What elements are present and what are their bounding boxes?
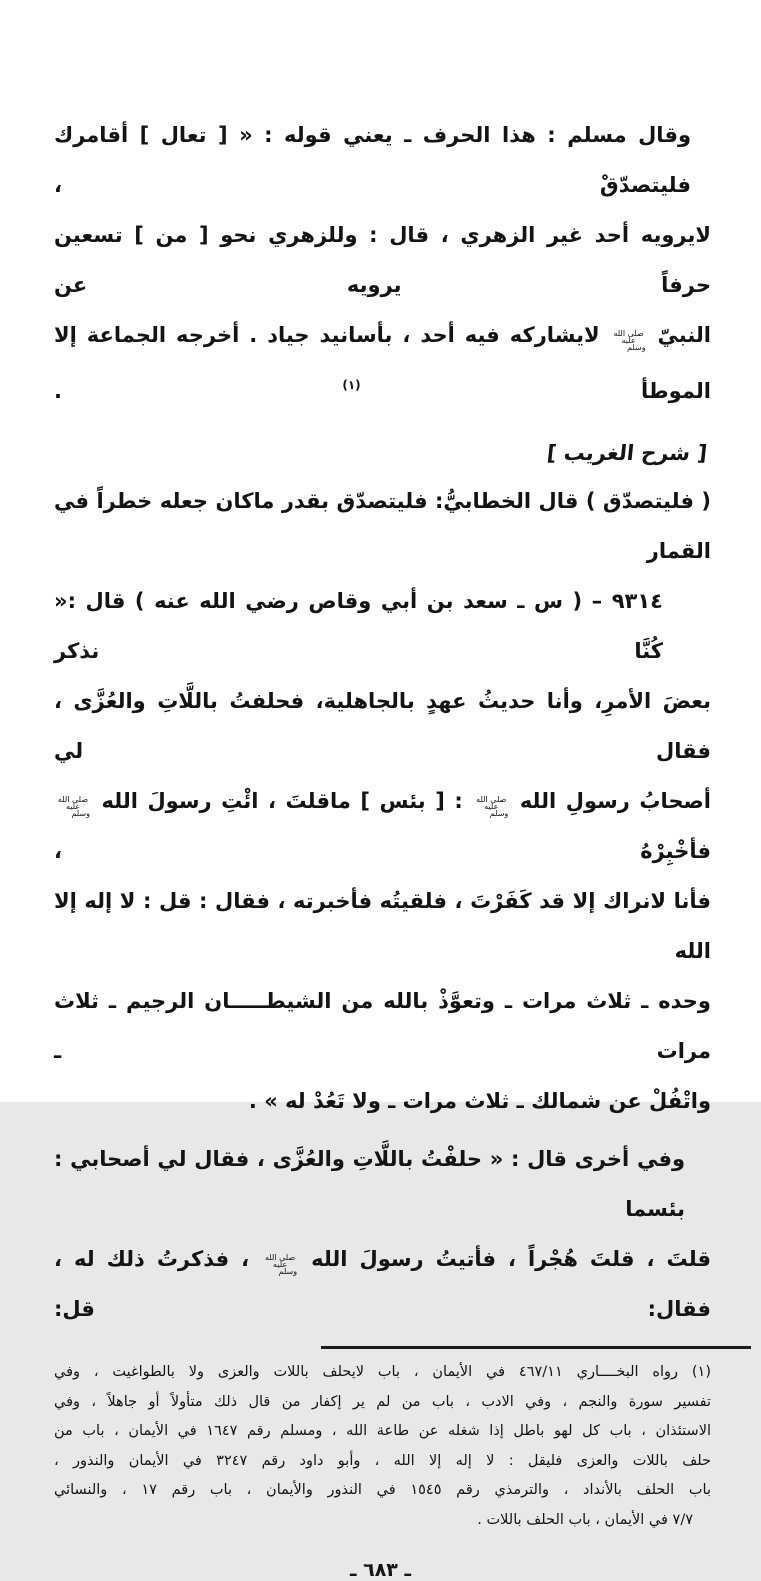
body-text: وقال مسلم : هذا الحرف ـ يعني قوله : « [ تعال ] أقامرك فليتصدّقْ ، (54, 123, 691, 197)
body-text: . (54, 379, 62, 403)
hadith-line (54, 876, 711, 976)
hadith-text: بعضَ الأمرِ، وأنا حديثُ عهدٍ بالجاهلية، فحلفتُ باللَّاتِ والعُزَّى ، فقال لي (54, 689, 711, 763)
footnote-text: الاستئذان ، باب كل لهو باطل إذا شغله عن طاعة الله ، ومسلم رقم ١٦٤٧ في الأيمان ، باب من (54, 1423, 711, 1439)
hadith-text: وحده ـ ثلاث مرات ـ وتعوَّذْ بالله من الشيطـــــان الرجيم ـ ثلاث مرات ـ (54, 989, 711, 1063)
saws-calligraphy-symbol: صلى الله عليه وسلم (57, 795, 90, 818)
paragraph-gap (54, 1126, 711, 1134)
hadith-line (54, 776, 711, 876)
footnote-line (54, 1417, 711, 1447)
footnote-last-line (54, 1506, 711, 1536)
hadith-text: أصحابُ رسولِ الله (519, 789, 711, 813)
footnote-line (54, 1358, 711, 1388)
hadith-text: واتْفُلْ عن شمالك ـ ثلاث مرات ـ ولا تَعُدْ له » . (248, 1089, 711, 1113)
body-line (54, 110, 711, 210)
hadith-line (54, 976, 711, 1076)
body-text: لايرويه أحد غير الزهري ، قال : وللزهري نحو [ من ] تسعين حرفاً يرويه عن (54, 223, 711, 297)
footnote-text: (١) رواه البخــــاري ٤٦٧/١١ في الأيمان ، باب لايحلف باللات والعزى ولا بالطواغيت ، وفي (54, 1364, 712, 1380)
commentary-text: ( فليتصدّق ) قال الخطابيُّ: فليتصدّق بقدر ماكان جعله خطراً في القمار (54, 489, 711, 563)
footnote-line (54, 1476, 711, 1506)
hadith-number: ٩٣١٤ (611, 589, 664, 613)
body-line (54, 1234, 711, 1334)
footnote-text: باب الحلف بالأنداد ، والترمذي رقم ١٥٤٥ في النذور والأيمان ، باب رقم ١٧ ، والنسائي (54, 1482, 712, 1498)
hadith-text: فأخْبِرْهُ ، (54, 839, 711, 863)
saws-calligraphy-symbol: صلى الله عليه وسلم (476, 795, 509, 818)
footnote-marker: (١) (342, 378, 361, 392)
gharib-label-text: [ شرح الغريب ] (545, 441, 709, 465)
hadith-text: فأنا لانراك إلا قد كَفَرْتَ ، فلقيتُه فأخبرته ، فقال : قل : لا إله إلا الله (54, 889, 711, 963)
gharib-section-label (54, 430, 711, 476)
footnote-text: تفسير سورة والنجم ، وفي الادب ، باب من لم ير إكفار من قال ذلك متأولاً أو جاهلاً ، وفي (54, 1393, 711, 1410)
hadith-text: – ( س ـ سعد بن أبي وقاص رضي الله عنه ) قال :« كُنَّا نذكر (54, 589, 663, 663)
hadith-first-line (54, 576, 711, 676)
footnote-line (54, 1388, 711, 1418)
body-text: النبيّ (657, 323, 712, 347)
saws-calligraphy-symbol: صلى الله عليه وسلم (613, 329, 646, 352)
hadith-line (54, 676, 711, 776)
footnote-line (54, 1447, 711, 1477)
body-line (54, 310, 711, 416)
footnote-text: ٧/٧ في الأيمان ، باب الحلف باللات . (477, 1511, 693, 1528)
footnotes-block (0, 1358, 761, 1535)
body-text: ، فذكرتُ ذلك له ، فقال: قل: (54, 1247, 711, 1321)
page-number (0, 1559, 761, 1581)
body-text: وفي أخرى قال : « حلفْتُ باللَّاتِ والعُزَّى ، فقال لي أصحابي : بئسما (54, 1147, 685, 1221)
footnote-text: حلف باللات والعزى فليقل : لا إله إلا الله ، وأبو داود رقم ٣٢٤٧ في الأيمان والنذور ، (54, 1452, 711, 1469)
footnote-separator-rule (321, 1346, 751, 1349)
page-number-text: ـ ٦٨٣ ـ (349, 1559, 411, 1581)
body-text: لايشاركه فيه أحد ، بأسانيد جياد . أخرجه الجماعة إلا الموطأ (54, 323, 711, 403)
body-line (54, 1134, 711, 1234)
body-text: قلتَ ، قلتَ هُجْراً ، فأتيتُ رسولَ الله (311, 1247, 712, 1271)
hadith-text: : [ بئس ] ماقلتَ ، ائْتِ رسولَ الله (101, 789, 463, 813)
saws-calligraphy-symbol: صلى الله عليه وسلم (264, 1253, 298, 1276)
body-line (54, 210, 711, 310)
hadith-last-line (54, 1076, 711, 1126)
commentary-line (54, 476, 711, 576)
